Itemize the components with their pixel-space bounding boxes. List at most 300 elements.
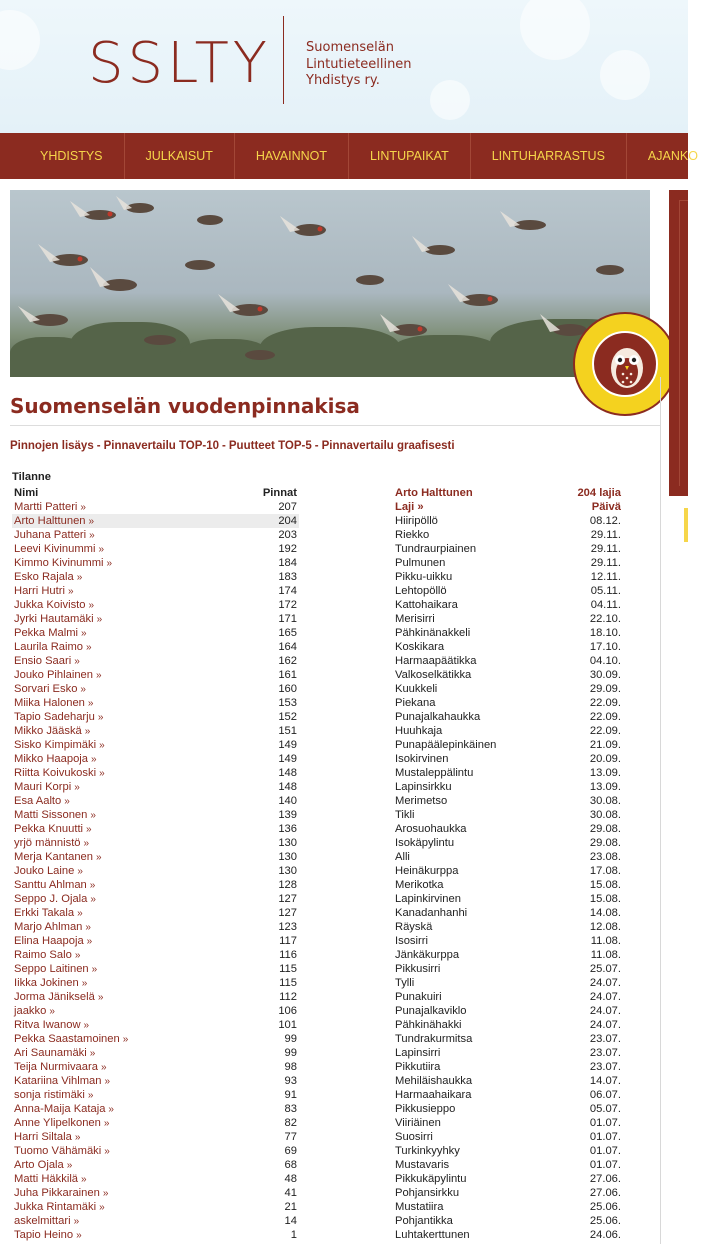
society-badge[interactable] xyxy=(573,312,677,416)
participant-name: Katariina Vihlman xyxy=(14,1075,102,1087)
observation-date: 23.08. xyxy=(589,851,621,863)
observation-date: 25.06. xyxy=(589,1201,621,1213)
participant-link[interactable] xyxy=(14,738,105,753)
participant-link[interactable] xyxy=(14,556,112,571)
table-row xyxy=(395,640,621,654)
participant-name: Jukka Koivisto xyxy=(14,599,86,611)
participant-points: 183 xyxy=(278,571,297,583)
sidebar-tab[interactable] xyxy=(684,508,688,542)
table-row xyxy=(12,500,299,514)
column-divider xyxy=(660,377,661,1244)
table-row xyxy=(395,528,621,542)
participant-link[interactable] xyxy=(14,1032,128,1047)
table-row xyxy=(395,1046,621,1060)
arrow-icon: » xyxy=(83,1020,90,1031)
table-row xyxy=(12,822,299,836)
table-row xyxy=(12,514,299,528)
participant-points: 99 xyxy=(284,1033,297,1045)
participant-points: 106 xyxy=(278,1005,297,1017)
participant-name: Pekka Malmi xyxy=(14,627,79,639)
participant-link[interactable] xyxy=(14,1074,110,1089)
species-name: Merimetso xyxy=(395,795,448,807)
participant-points: 148 xyxy=(278,767,297,779)
table-row xyxy=(395,682,621,696)
participant-link[interactable] xyxy=(14,976,87,991)
observation-date: 30.08. xyxy=(589,809,621,821)
participant-name: Juha Pikkarainen xyxy=(14,1187,100,1199)
title-divider xyxy=(10,425,660,426)
species-name: Valkoselkätikka xyxy=(395,669,472,681)
participant-link[interactable] xyxy=(14,668,102,683)
participant-name: Tapio Sadeharju xyxy=(14,711,95,723)
species-name: Tundrakurmitsa xyxy=(395,1033,473,1045)
arrow-icon: » xyxy=(76,572,83,583)
participant-link[interactable] xyxy=(14,822,92,837)
arrow-icon: » xyxy=(74,656,80,667)
table-row xyxy=(12,1144,299,1158)
participant-link[interactable] xyxy=(14,598,94,613)
participant-name: askelmittari xyxy=(14,1215,71,1227)
table-row xyxy=(395,584,621,598)
nav-item-lintuharrastus[interactable]: LINTUHARRASTUS xyxy=(471,133,627,179)
table-row xyxy=(12,738,299,752)
table-row xyxy=(395,738,621,752)
table-row xyxy=(395,822,621,836)
table-row xyxy=(12,1214,299,1228)
species-name: Tylli xyxy=(395,977,415,989)
table-row xyxy=(12,990,299,1004)
species-name: Harmaapäätikka xyxy=(395,655,477,667)
participant-name: Iikka Jokinen xyxy=(14,977,79,989)
observation-date: 29.11. xyxy=(590,529,621,541)
participant-name: Seppo Laitinen xyxy=(14,963,89,975)
participant-name: Esko Rajala xyxy=(14,571,74,583)
table-row xyxy=(395,612,621,626)
participant-name: Jouko Pihlainen xyxy=(14,669,93,681)
table-row xyxy=(12,948,299,962)
table-row xyxy=(12,1018,299,1032)
participant-link[interactable] xyxy=(14,1186,108,1201)
participant-name: Jyrki Hautamäki xyxy=(14,613,94,625)
table-row xyxy=(395,1228,621,1242)
arrow-icon: » xyxy=(85,922,91,933)
species-name: Mehiläishaukka xyxy=(395,1075,473,1087)
sub-navigation xyxy=(10,440,455,452)
table-row xyxy=(395,920,621,934)
species-name: Isosirri xyxy=(395,935,428,947)
participant-link[interactable] xyxy=(14,962,97,977)
arrow-icon: » xyxy=(74,950,81,961)
participant-name: Martti Patteri xyxy=(14,501,78,513)
participant-link[interactable] xyxy=(14,570,82,585)
link-pinnavertailu-top10[interactable]: Pinnavertailu TOP-10 xyxy=(103,440,220,452)
table-row xyxy=(395,1158,621,1172)
table-row xyxy=(395,514,621,528)
arrow-icon: » xyxy=(80,684,86,695)
observation-date: 18.10. xyxy=(589,627,621,639)
table-row xyxy=(395,1060,621,1074)
table-row xyxy=(395,1088,621,1102)
participant-name: Miika Halonen xyxy=(14,697,85,709)
participant-link[interactable] xyxy=(14,878,95,893)
arrow-icon: » xyxy=(102,1188,109,1199)
participant-link[interactable] xyxy=(14,542,104,557)
participant-points: 82 xyxy=(284,1117,297,1129)
participant-link[interactable] xyxy=(14,1060,107,1075)
participant-link[interactable] xyxy=(14,836,89,851)
arrow-icon: » xyxy=(86,642,92,653)
participant-points: 130 xyxy=(278,837,297,849)
participant-name: Pekka Saastamoinen xyxy=(14,1033,120,1045)
species-name: Isokäpylintu xyxy=(395,837,455,849)
observation-date: 29.09. xyxy=(589,683,621,695)
participant-name: Jouko Laine xyxy=(14,865,75,877)
participant-link[interactable] xyxy=(14,626,87,641)
participant-link[interactable] xyxy=(14,1158,72,1173)
participant-link[interactable] xyxy=(14,1018,89,1033)
participant-name: Pekka Knuutti xyxy=(14,823,84,835)
arrow-icon: » xyxy=(90,894,96,905)
participant-name: Anne Ylipelkonen xyxy=(14,1117,101,1129)
observation-date: 21.09. xyxy=(589,739,621,751)
table-row xyxy=(12,626,299,640)
participant-points: 91 xyxy=(284,1089,297,1101)
table-row xyxy=(12,1004,299,1018)
observation-date: 05.11. xyxy=(590,585,621,597)
observation-date: 11.08. xyxy=(590,935,621,947)
species-name: Arosuohaukka xyxy=(395,823,467,835)
arrow-icon: » xyxy=(87,1090,94,1101)
participant-link[interactable] xyxy=(14,1228,82,1243)
species-name: Pohjansirkku xyxy=(395,1187,460,1199)
arrow-icon: » xyxy=(122,1034,129,1045)
species-name: Isokirvinen xyxy=(395,753,449,765)
arrow-icon: » xyxy=(89,880,96,891)
nav-item-yhdistys[interactable]: YHDISTYS xyxy=(0,133,125,179)
table-row xyxy=(395,654,621,668)
species-name: Punapäälepinkäinen xyxy=(395,739,497,751)
species-name: Mustavaris xyxy=(395,1159,450,1171)
arrow-icon: » xyxy=(81,628,87,639)
participant-link[interactable] xyxy=(14,1088,93,1103)
participant-link[interactable] xyxy=(14,892,96,907)
species-name: Suosirri xyxy=(395,1131,433,1143)
table-row xyxy=(395,710,621,724)
participant-link[interactable] xyxy=(14,864,83,879)
subnav-separator: - xyxy=(96,440,101,452)
participant-link[interactable] xyxy=(14,780,80,795)
participant-name: Leevi Kivinummi xyxy=(14,543,96,555)
participant-link[interactable] xyxy=(14,696,93,711)
arrow-icon: » xyxy=(104,1076,111,1087)
arrow-icon: » xyxy=(96,852,102,863)
participant-link[interactable] xyxy=(14,920,91,935)
site-logo[interactable]: SSLTY xyxy=(88,31,271,96)
participant-link[interactable] xyxy=(14,500,86,515)
arrow-icon: » xyxy=(103,1118,110,1129)
table-row xyxy=(395,1102,621,1116)
participant-name: Ari Saunamäki xyxy=(14,1047,87,1059)
link-pinnavertailu-graafisesti[interactable]: Pinnavertailu graafisesti xyxy=(321,440,455,452)
observation-date: 01.07. xyxy=(589,1159,621,1171)
observation-date: 23.07. xyxy=(589,1061,621,1073)
arrow-icon: » xyxy=(77,908,83,919)
table-row xyxy=(12,864,299,878)
arrow-icon: » xyxy=(104,1146,110,1157)
participant-link[interactable] xyxy=(14,934,92,949)
participant-points: 117 xyxy=(279,935,297,947)
arrow-icon: » xyxy=(88,600,95,611)
species-name: Lehtopöllö xyxy=(395,585,447,597)
table-row xyxy=(395,1032,621,1046)
table-row xyxy=(12,766,299,780)
arrow-icon: » xyxy=(100,1062,107,1073)
participant-link[interactable] xyxy=(14,1172,87,1187)
arrow-icon: » xyxy=(89,530,95,541)
species-name: Punajalkahaukka xyxy=(395,711,481,723)
arrow-icon: » xyxy=(97,992,104,1003)
species-name: Harmaahaikara xyxy=(395,1089,472,1101)
participant-link[interactable] xyxy=(14,794,70,809)
nav-item-ajankohtaista[interactable]: AJANKO xyxy=(647,149,698,163)
site-subtitle-line: Yhdistys ry. xyxy=(306,73,380,88)
participant-link[interactable] xyxy=(14,1130,80,1145)
arrow-icon: » xyxy=(74,782,80,793)
participant-name: Merja Kantanen xyxy=(14,851,93,863)
participant-link[interactable] xyxy=(14,990,103,1005)
participant-name: jaakko xyxy=(14,1005,47,1017)
species-name: Viiriäinen xyxy=(395,1117,441,1129)
participant-points: 116 xyxy=(279,949,297,961)
participant-points: 98 xyxy=(284,1061,297,1073)
participant-link[interactable] xyxy=(14,710,103,725)
species-name: Pikkutiira xyxy=(395,1061,441,1073)
banner-image xyxy=(10,190,650,377)
observation-date: 15.08. xyxy=(589,893,621,905)
participant-points: 161 xyxy=(278,669,297,681)
arrow-icon: » xyxy=(64,796,70,807)
arrow-icon: » xyxy=(106,558,113,569)
species-name: Kuukkeli xyxy=(395,683,438,695)
participant-points: 164 xyxy=(278,641,297,653)
link-pinnojen-lisays[interactable]: Pinnojen lisäys xyxy=(10,440,94,452)
arrow-icon: » xyxy=(84,726,91,737)
participant-points: 68 xyxy=(284,1159,297,1171)
participant-name: Mikko Jääskä xyxy=(14,725,82,737)
participant-points: 153 xyxy=(278,697,297,709)
arrow-icon: » xyxy=(76,1230,82,1241)
participant-link[interactable] xyxy=(14,752,97,767)
observation-date: 05.07. xyxy=(589,1103,621,1115)
participant-link[interactable] xyxy=(14,1102,114,1117)
table-row xyxy=(12,1172,299,1186)
table-row xyxy=(12,976,299,990)
species-name: Hiiripöllö xyxy=(395,515,438,527)
nav-item-havainnot[interactable]: HAVAINNOT xyxy=(235,133,349,179)
species-name: Tundraurpiainen xyxy=(395,543,477,555)
table-row xyxy=(395,752,621,766)
participant-link[interactable] xyxy=(14,584,74,599)
observation-date: 13.09. xyxy=(589,781,621,793)
table-row xyxy=(12,1046,299,1060)
participant-points: 203 xyxy=(278,529,297,541)
participant-points: 1 xyxy=(290,1229,297,1241)
participant-points: 139 xyxy=(278,809,297,821)
observation-date: 01.07. xyxy=(589,1131,621,1143)
species-name: Koskikara xyxy=(395,641,445,653)
participant-points: 151 xyxy=(278,725,297,737)
site-subtitle xyxy=(306,40,412,90)
observation-date: 01.07. xyxy=(589,1117,621,1129)
species-name: Pikkusirri xyxy=(395,963,441,975)
participant-points: 127 xyxy=(278,893,297,905)
observation-date: 30.09. xyxy=(589,669,621,681)
species-name: Punakuiri xyxy=(395,991,442,1003)
arrow-icon: » xyxy=(99,768,105,779)
observation-date: 27.06. xyxy=(589,1173,621,1185)
participant-link[interactable] xyxy=(14,1004,55,1019)
participant-name: Harri Siltala xyxy=(14,1131,72,1143)
species-name: Pähkinähakki xyxy=(395,1019,462,1031)
participant-link[interactable] xyxy=(14,528,95,543)
subnav-separator: - xyxy=(222,440,226,452)
arrow-icon: » xyxy=(96,614,103,625)
participant-name: Juhana Patteri xyxy=(14,529,87,541)
table-row xyxy=(395,976,621,990)
arrow-icon: » xyxy=(86,936,93,947)
table-row xyxy=(12,598,299,612)
table-row xyxy=(12,1032,299,1046)
participant-name: Laurila Raimo xyxy=(14,641,84,653)
table-row xyxy=(395,794,621,808)
table-row xyxy=(12,1116,299,1130)
participant-name: Jukka Rintamäki xyxy=(14,1201,97,1213)
main-nav xyxy=(0,133,698,179)
participant-link[interactable] xyxy=(14,948,80,963)
participant-name: Elina Haapoja xyxy=(14,935,84,947)
table-row xyxy=(12,1186,299,1200)
participant-points: 41 xyxy=(284,1187,297,1199)
species-name: Merisirri xyxy=(395,613,435,625)
page-title: Suomenselän vuodenpinnakisa xyxy=(10,394,360,418)
species-name: Räyskä xyxy=(395,921,433,933)
observation-date: 25.07. xyxy=(589,963,621,975)
participant-points: 148 xyxy=(278,781,297,793)
participant-name: Sisko Kimpimäki xyxy=(14,739,97,751)
participant-name: Seppo J. Ojala xyxy=(14,893,88,905)
table-row xyxy=(12,724,299,738)
participant-name: Tapio Heino xyxy=(14,1229,74,1241)
table-row xyxy=(395,696,621,710)
participant-link[interactable] xyxy=(14,808,96,823)
table-row xyxy=(12,528,299,542)
arrow-icon: » xyxy=(89,1048,96,1059)
species-name: Merikotka xyxy=(395,879,444,891)
arrow-icon: » xyxy=(74,1132,81,1143)
participant-link[interactable] xyxy=(14,1214,79,1229)
participant-link[interactable] xyxy=(14,514,94,529)
table-row xyxy=(12,710,299,724)
participant-link[interactable] xyxy=(14,724,90,739)
participant-points: 140 xyxy=(278,795,297,807)
table-row xyxy=(12,906,299,920)
participant-name: Teija Nurmivaara xyxy=(14,1061,98,1073)
table-row xyxy=(12,696,299,710)
participant-name: Arto Halttunen xyxy=(14,515,86,527)
participant-points: 99 xyxy=(284,1047,297,1059)
column-header-species[interactable]: Laji » xyxy=(395,501,424,513)
participant-link[interactable] xyxy=(14,682,86,697)
observation-date: 22.09. xyxy=(589,697,621,709)
observation-date: 20.09. xyxy=(589,753,621,765)
species-name: Mustaleppälintu xyxy=(395,767,474,779)
nav-item-julkaisut[interactable]: JULKAISUT xyxy=(125,133,235,179)
observation-date: 13.09. xyxy=(589,767,621,779)
participant-link[interactable] xyxy=(14,766,105,781)
table-row xyxy=(395,766,621,780)
observation-date: 25.06. xyxy=(589,1215,621,1227)
detail-species-count: 204 lajia xyxy=(577,487,621,499)
observation-date: 22.09. xyxy=(589,725,621,737)
owl-icon xyxy=(575,314,679,418)
participant-link[interactable] xyxy=(14,850,102,865)
participant-link[interactable] xyxy=(14,1116,109,1131)
participant-link[interactable] xyxy=(14,1144,110,1159)
observation-date: 24.06. xyxy=(589,1229,621,1241)
participant-name: Jorma Jänikselä xyxy=(14,991,95,1003)
participant-points: 77 xyxy=(284,1131,297,1143)
table-row xyxy=(12,612,299,626)
observation-date: 29.08. xyxy=(589,823,621,835)
observation-date: 06.07. xyxy=(589,1089,621,1101)
nav-item-lintupaikat[interactable]: LINTUPAIKAT xyxy=(349,133,471,179)
observation-date: 24.07. xyxy=(589,1019,621,1031)
table-row xyxy=(12,1102,299,1116)
participant-link[interactable] xyxy=(14,612,102,627)
table-row xyxy=(395,878,621,892)
participant-points: 14 xyxy=(284,1215,297,1227)
table-row xyxy=(12,1130,299,1144)
table-row xyxy=(395,1116,621,1130)
participant-points: 115 xyxy=(279,963,297,975)
table-row xyxy=(12,542,299,556)
participant-points: 48 xyxy=(284,1173,297,1185)
participant-points: 165 xyxy=(278,627,297,639)
participant-link[interactable] xyxy=(14,1200,105,1215)
species-name: Pohjantikka xyxy=(395,1215,453,1227)
table-row xyxy=(395,850,621,864)
arrow-icon: » xyxy=(81,978,88,989)
species-table xyxy=(395,514,621,1242)
table-row xyxy=(12,850,299,864)
participant-link[interactable] xyxy=(14,906,83,921)
participant-points: 83 xyxy=(284,1103,297,1115)
species-name: Lapinsirkku xyxy=(395,781,452,793)
species-name: Pähkinänakkeli xyxy=(395,627,471,639)
arrow-icon: » xyxy=(99,740,105,751)
participant-link[interactable] xyxy=(14,654,80,669)
arrow-icon: » xyxy=(108,1104,114,1115)
participant-link[interactable] xyxy=(14,1046,95,1061)
link-puutteet-top5[interactable]: Puutteet TOP-5 xyxy=(228,440,312,452)
participant-name: Erkki Takala xyxy=(14,907,75,919)
participant-points: 127 xyxy=(278,907,297,919)
table-row xyxy=(395,570,621,584)
participant-link[interactable] xyxy=(14,640,92,655)
arrow-icon: » xyxy=(67,586,74,597)
arrow-icon: » xyxy=(80,502,86,513)
table-row xyxy=(395,1214,621,1228)
